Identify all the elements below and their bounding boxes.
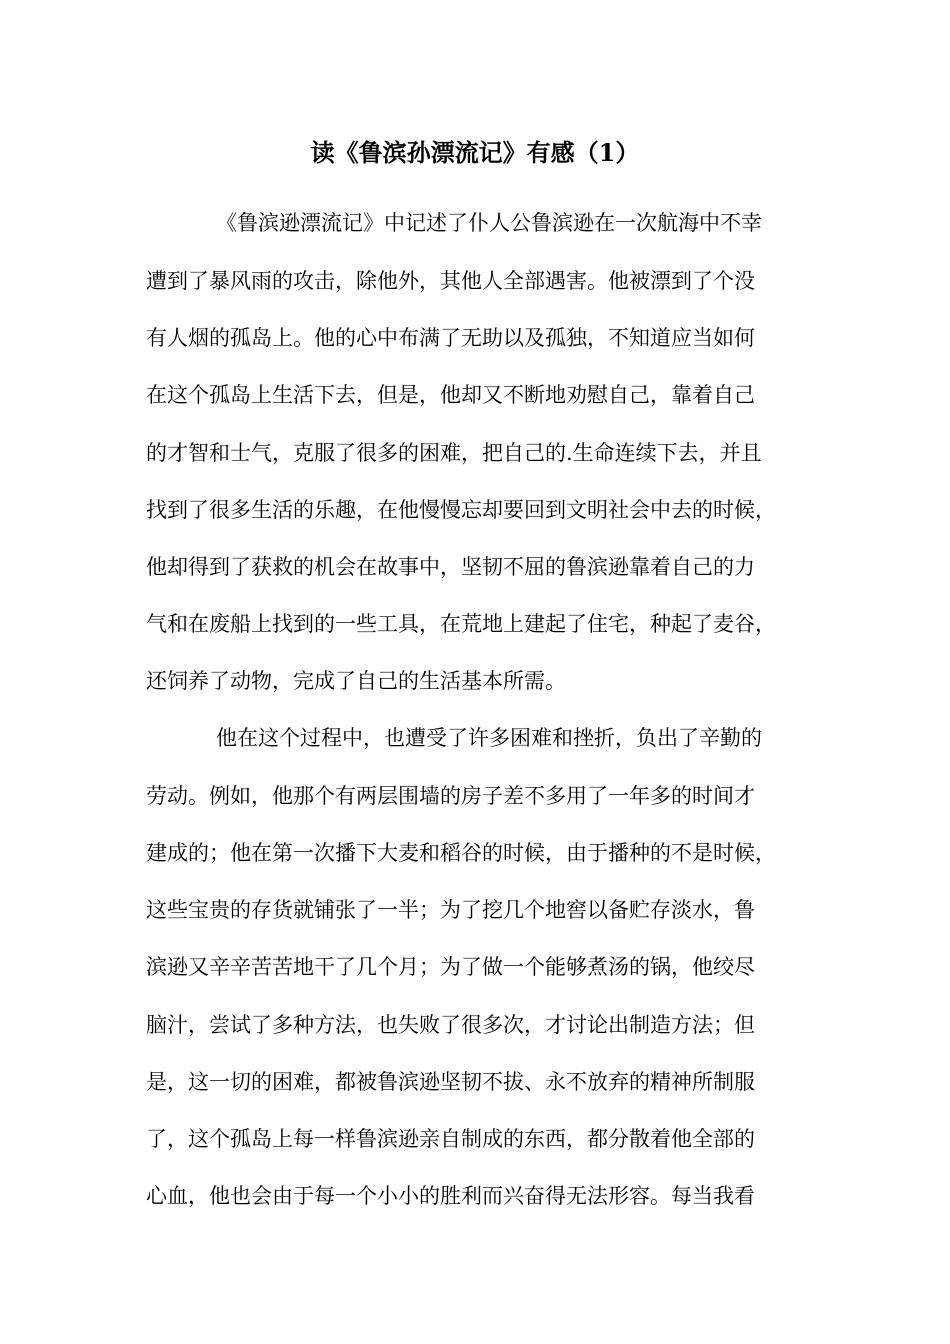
paragraph-1-line-8: 气和在废船上找到的一些工具，在荒地上建起了住宅，种起了麦谷， [146, 612, 776, 636]
paragraph-2-line-8: 了，这个孤岛上每一样鲁滨逊亲自制成的东西，都分散着他全部的 [146, 1127, 755, 1151]
paragraph-2-line-7: 是，这一切的困难，都被鲁滨逊坚韧不拔、永不放弃的精神所制服 [146, 1070, 755, 1094]
paragraph-2-line-1: 他在这个过程中，也遭受了许多困难和挫折，负出了辛勤的 [216, 726, 762, 750]
paragraph-1-line-1: 《鲁滨逊漂流记》中记述了仆人公鲁滨逊在一次航海中不幸 [216, 211, 762, 235]
paragraph-1-line-3: 有人烟的孤岛上。他的心中布满了无助以及孤独，不知道应当如何 [146, 326, 755, 350]
paragraph-2-line-2: 劳动。例如，他那个有两层围墙的房子差不多用了一年多的时间才 [146, 784, 755, 808]
document-title: 读《鲁滨孙漂流记》有感（1） [310, 138, 640, 167]
paragraph-2-line-3: 建成的；他在第一次播下大麦和稻谷的时候，由于播种的不是时候， [146, 841, 776, 865]
paragraph-2-line-5: 滨逊又辛辛苦苦地干了几个月；为了做一个能够煮汤的锅，他绞尽 [146, 955, 755, 979]
paragraph-1-line-6: 找到了很多生活的乐趣，在他慢慢忘却要回到文明社会中去的时候， [146, 498, 776, 522]
paragraph-1-line-2: 遭到了暴风雨的攻击，除他外，其他人全部遇害。他被漂到了个没 [146, 269, 755, 293]
paragraph-2-line-9: 心血，他也会由于每一个小小的胜利而兴奋得无法形容。每当我看 [146, 1184, 755, 1208]
paragraph-1-line-7: 他却得到了获救的机会在故事中，坚韧不屈的鲁滨逊靠着自己的力 [146, 555, 755, 579]
paragraph-1-line-5: 的才智和士气，克服了很多的困难，把自己的.生命连续下去，并且 [146, 441, 762, 465]
paragraph-1-line-4: 在这个孤岛上生活下去，但是，他却又不断地劝慰自己，靠着自己 [146, 383, 755, 407]
paragraph-1-line-9: 还饲养了动物，完成了自己的生活基本所需。 [146, 669, 566, 693]
paragraph-2-line-6: 脑汁，尝试了多种方法，也失败了很多次，才讨论出制造方法；但 [146, 1013, 755, 1037]
paragraph-2-line-4: 这些宝贵的存货就铺张了一半；为了挖几个地窖以备贮存淡水，鲁 [146, 898, 755, 922]
